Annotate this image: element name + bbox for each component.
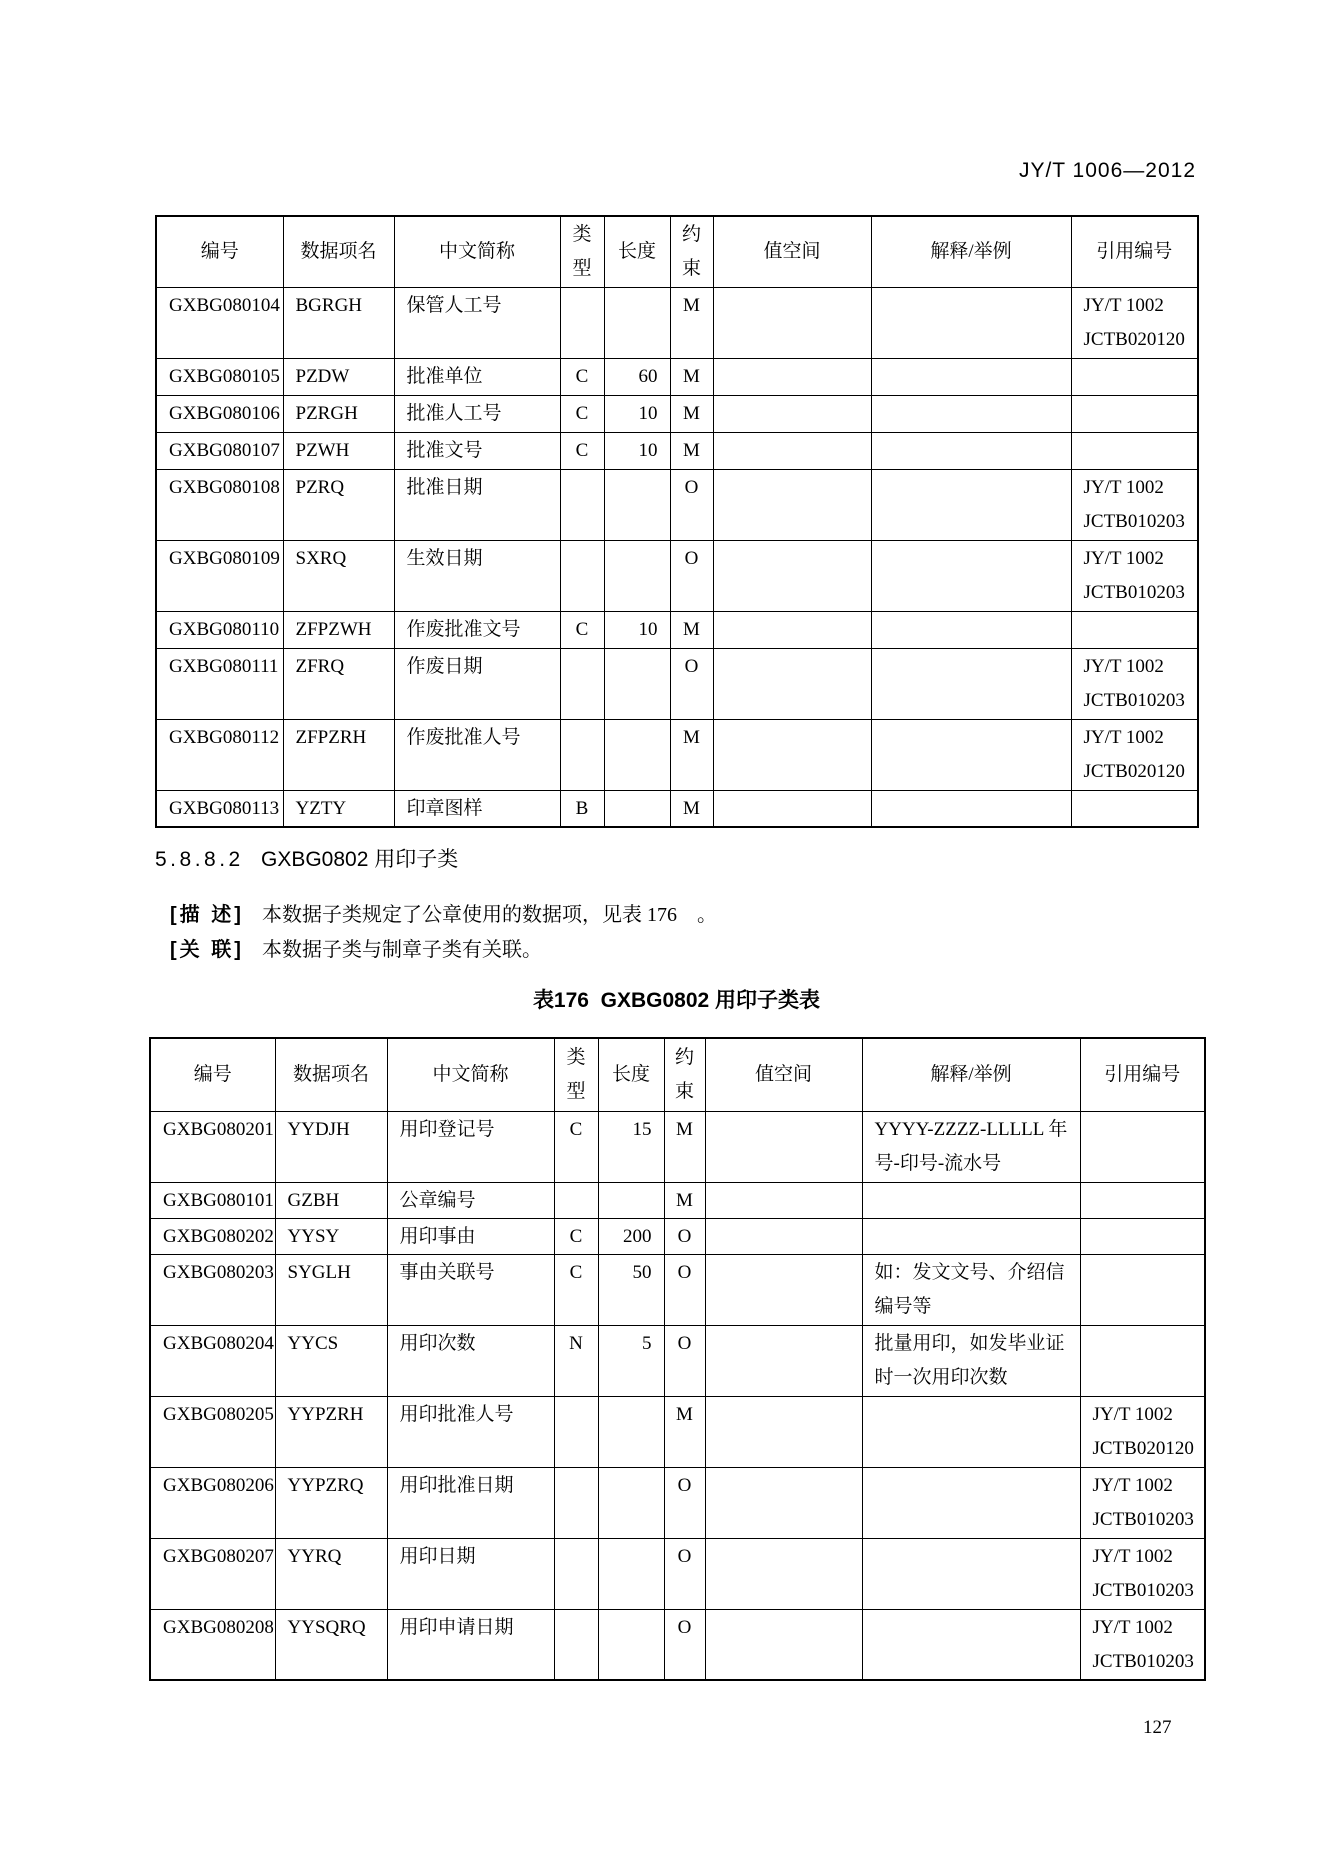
section-number: 5.8.8.2 [155, 848, 244, 871]
cell-reference [1080, 1254, 1205, 1325]
cell-reference: JY/T 1002 JCTB020120 [1071, 287, 1198, 358]
table-row [150, 1467, 1205, 1538]
cell-constraint: M [670, 358, 713, 395]
cell-reference: JY/T 1002 JCTB010203 [1071, 648, 1198, 719]
cell-type [554, 1396, 598, 1467]
description-line [170, 903, 717, 927]
cell-example [871, 432, 1071, 469]
cell-example [862, 1396, 1080, 1467]
cell-name: YYPZRQ [275, 1467, 387, 1538]
cell-abbr: 作废日期 [394, 648, 560, 719]
cell-name: ZFPZWH [283, 611, 394, 648]
table-row [156, 790, 1198, 827]
table-row [156, 287, 1198, 358]
cell-type: N [554, 1325, 598, 1396]
cell-length [604, 469, 670, 540]
cell-length [604, 790, 670, 827]
cell-example [871, 790, 1071, 827]
cell-type: C [560, 432, 604, 469]
cell-example: YYYY-ZZZZ-LLLLL 年 号-印号-流水号 [862, 1111, 1080, 1182]
cell-name: BGRGH [283, 287, 394, 358]
cell-code: GXBG080201 [150, 1111, 275, 1182]
cell-abbr: 批准文号 [394, 432, 560, 469]
table-row [150, 1254, 1205, 1325]
cell-abbr: 印章图样 [394, 790, 560, 827]
cell-constraint: M [664, 1396, 705, 1467]
cell-value-space [713, 395, 871, 432]
cell-code: GXBG080112 [156, 719, 283, 790]
column-header-length: 长度 [604, 216, 670, 287]
cell-code: GXBG080203 [150, 1254, 275, 1325]
cell-name: SXRQ [283, 540, 394, 611]
cell-abbr: 作废批准文号 [394, 611, 560, 648]
relation-line [170, 938, 542, 962]
column-header-constraint: 约 束 [670, 216, 713, 287]
cell-name: ZFRQ [283, 648, 394, 719]
cell-type: C [560, 611, 604, 648]
cell-length [598, 1396, 664, 1467]
cell-constraint: O [664, 1467, 705, 1538]
cell-length [604, 648, 670, 719]
cell-abbr: 用印批准日期 [387, 1467, 554, 1538]
cell-length [604, 540, 670, 611]
column-header-abbr: 中文简称 [387, 1038, 554, 1111]
cell-name: PZRGH [283, 395, 394, 432]
cell-abbr: 公章编号 [387, 1182, 554, 1218]
cell-abbr: 事由关联号 [387, 1254, 554, 1325]
cell-name: YYSQRQ [275, 1609, 387, 1680]
cell-length: 60 [604, 358, 670, 395]
table-row [150, 1325, 1205, 1396]
cell-constraint: O [670, 540, 713, 611]
cell-constraint: O [670, 469, 713, 540]
cell-abbr: 批准人工号 [394, 395, 560, 432]
column-header-value-space: 值空间 [705, 1038, 862, 1111]
cell-code: GXBG080110 [156, 611, 283, 648]
cell-reference [1071, 611, 1198, 648]
cell-length: 10 [604, 432, 670, 469]
cell-type [560, 648, 604, 719]
cell-value-space [705, 1538, 862, 1609]
cell-example [871, 648, 1071, 719]
cell-code: GXBG080106 [156, 395, 283, 432]
cell-reference: JY/T 1002 JCTB020120 [1080, 1396, 1205, 1467]
relation-text: 本数据子类与制章子类有关联。 [262, 939, 542, 961]
cell-value-space [713, 790, 871, 827]
table-row [156, 358, 1198, 395]
table-row [150, 1111, 1205, 1182]
column-header-code: 编号 [150, 1038, 275, 1111]
cell-reference: JY/T 1002 JCTB010203 [1071, 469, 1198, 540]
cell-example [871, 287, 1071, 358]
cell-name: YYPZRH [275, 1396, 387, 1467]
cell-reference [1071, 358, 1198, 395]
cell-length [604, 719, 670, 790]
cell-value-space [705, 1467, 862, 1538]
table-row [150, 1538, 1205, 1609]
cell-length: 50 [598, 1254, 664, 1325]
table-header-row [150, 1038, 1205, 1111]
cell-type: C [554, 1111, 598, 1182]
cell-example [871, 358, 1071, 395]
cell-type [560, 287, 604, 358]
cell-name: SYGLH [275, 1254, 387, 1325]
cell-code: GXBG080206 [150, 1467, 275, 1538]
section-heading [155, 848, 458, 872]
cell-reference [1071, 432, 1198, 469]
cell-example [871, 469, 1071, 540]
cell-length [604, 287, 670, 358]
standard-code: JY/T 1006—2012 [1018, 159, 1196, 182]
column-header-example: 解释/举例 [862, 1038, 1080, 1111]
cell-constraint: M [670, 719, 713, 790]
cell-reference [1080, 1111, 1205, 1182]
cell-length: 5 [598, 1325, 664, 1396]
cell-code: GXBG080205 [150, 1396, 275, 1467]
cell-value-space [705, 1218, 862, 1254]
cell-value-space [713, 432, 871, 469]
cell-type [554, 1538, 598, 1609]
cell-abbr: 用印批准人号 [387, 1396, 554, 1467]
cell-name: PZRQ [283, 469, 394, 540]
cell-abbr: 作废批准人号 [394, 719, 560, 790]
cell-code: GXBG080109 [156, 540, 283, 611]
cell-reference [1071, 790, 1198, 827]
cell-value-space [713, 611, 871, 648]
cell-type [560, 469, 604, 540]
cell-constraint: M [670, 790, 713, 827]
cell-example [862, 1182, 1080, 1218]
cell-abbr: 用印登记号 [387, 1111, 554, 1182]
description-label: [描 述] [170, 904, 244, 926]
cell-name: YYDJH [275, 1111, 387, 1182]
column-header-abbr: 中文简称 [394, 216, 560, 287]
table-caption: 表176 GXBG0802 用印子类表 [532, 989, 821, 1012]
cell-reference [1080, 1182, 1205, 1218]
cell-reference [1080, 1325, 1205, 1396]
cell-code: GXBG080105 [156, 358, 283, 395]
table-row [156, 469, 1198, 540]
page-number: 127 [1143, 1717, 1172, 1738]
cell-reference [1071, 395, 1198, 432]
cell-code: GXBG080107 [156, 432, 283, 469]
cell-type [554, 1182, 598, 1218]
table-row [150, 1396, 1205, 1467]
cell-type: B [560, 790, 604, 827]
cell-abbr: 用印事由 [387, 1218, 554, 1254]
column-header-value-space: 值空间 [713, 216, 871, 287]
cell-length: 200 [598, 1218, 664, 1254]
cell-name: ZFPZRH [283, 719, 394, 790]
cell-abbr: 保管人工号 [394, 287, 560, 358]
cell-length [598, 1467, 664, 1538]
cell-constraint: O [664, 1325, 705, 1396]
cell-name: YZTY [283, 790, 394, 827]
cell-reference: JY/T 1002 JCTB010203 [1080, 1538, 1205, 1609]
section-title: GXBG0802 用印子类 [261, 848, 459, 871]
cell-value-space [705, 1111, 862, 1182]
cell-constraint: O [664, 1218, 705, 1254]
column-header-type: 类 型 [554, 1038, 598, 1111]
cell-type [554, 1609, 598, 1680]
cell-value-space [705, 1254, 862, 1325]
cell-name: GZBH [275, 1182, 387, 1218]
cell-type [560, 540, 604, 611]
cell-type: C [560, 358, 604, 395]
cell-reference [1080, 1218, 1205, 1254]
column-header-length: 长度 [598, 1038, 664, 1111]
cell-type: C [560, 395, 604, 432]
cell-length: 15 [598, 1111, 664, 1182]
cell-name: PZWH [283, 432, 394, 469]
cell-value-space [713, 287, 871, 358]
cell-abbr: 批准单位 [394, 358, 560, 395]
table-row [156, 540, 1198, 611]
cell-length: 10 [604, 395, 670, 432]
table-row [156, 395, 1198, 432]
cell-code: GXBG080208 [150, 1609, 275, 1680]
cell-length [598, 1182, 664, 1218]
cell-value-space [713, 469, 871, 540]
column-header-reference: 引用编号 [1071, 216, 1198, 287]
cell-value-space [705, 1182, 862, 1218]
cell-reference: JY/T 1002 JCTB010203 [1080, 1609, 1205, 1680]
cell-example [862, 1538, 1080, 1609]
table-row [150, 1218, 1205, 1254]
cell-value-space [713, 719, 871, 790]
cell-constraint: M [664, 1182, 705, 1218]
column-header-constraint: 约 束 [664, 1038, 705, 1111]
cell-example: 如：发文文号、介绍信 编号等 [862, 1254, 1080, 1325]
cell-constraint: O [664, 1609, 705, 1680]
cell-abbr: 生效日期 [394, 540, 560, 611]
cell-constraint: O [664, 1538, 705, 1609]
cell-example [871, 611, 1071, 648]
cell-example: 批量用印，如发毕业证 时一次用印次数 [862, 1325, 1080, 1396]
cell-code: GXBG080111 [156, 648, 283, 719]
column-header-example: 解释/举例 [871, 216, 1071, 287]
cell-constraint: M [670, 432, 713, 469]
cell-length [598, 1609, 664, 1680]
cell-example [871, 540, 1071, 611]
cell-reference: JY/T 1002 JCTB020120 [1071, 719, 1198, 790]
cell-value-space [713, 358, 871, 395]
cell-example [862, 1609, 1080, 1680]
cell-length [598, 1538, 664, 1609]
table-row [156, 611, 1198, 648]
table-row [150, 1609, 1205, 1680]
cell-type: C [554, 1218, 598, 1254]
cell-code: GXBG080104 [156, 287, 283, 358]
cell-constraint: O [664, 1254, 705, 1325]
cell-type: C [554, 1254, 598, 1325]
cell-length: 10 [604, 611, 670, 648]
cell-abbr: 用印申请日期 [387, 1609, 554, 1680]
column-header-code: 编号 [156, 216, 283, 287]
cell-value-space [713, 540, 871, 611]
column-header-name: 数据项名 [283, 216, 394, 287]
cell-name: YYCS [275, 1325, 387, 1396]
description-text: 本数据子类规定了公章使用的数据项，见表 176 。 [262, 904, 717, 926]
cell-code: GXBG080207 [150, 1538, 275, 1609]
cell-constraint: M [670, 287, 713, 358]
cell-type [560, 719, 604, 790]
table-row [150, 1182, 1205, 1218]
table-row [156, 648, 1198, 719]
cell-value-space [705, 1396, 862, 1467]
cell-code: GXBG080202 [150, 1218, 275, 1254]
cell-example [862, 1467, 1080, 1538]
cell-constraint: O [670, 648, 713, 719]
cell-example [862, 1218, 1080, 1254]
cell-code: GXBG080108 [156, 469, 283, 540]
cell-reference: JY/T 1002 JCTB010203 [1080, 1467, 1205, 1538]
table-row [156, 432, 1198, 469]
cell-name: YYRQ [275, 1538, 387, 1609]
cell-abbr: 批准日期 [394, 469, 560, 540]
cell-example [871, 719, 1071, 790]
cell-example [871, 395, 1071, 432]
data-item-table-continued [155, 215, 1199, 828]
cell-name: YYSY [275, 1218, 387, 1254]
column-header-name: 数据项名 [275, 1038, 387, 1111]
table-header-row [156, 216, 1198, 287]
cell-code: GXBG080113 [156, 790, 283, 827]
cell-constraint: M [670, 395, 713, 432]
column-header-reference: 引用编号 [1080, 1038, 1205, 1111]
cell-code: GXBG080204 [150, 1325, 275, 1396]
cell-abbr: 用印日期 [387, 1538, 554, 1609]
cell-type [554, 1467, 598, 1538]
column-header-type: 类 型 [560, 216, 604, 287]
cell-abbr: 用印次数 [387, 1325, 554, 1396]
cell-reference: JY/T 1002 JCTB010203 [1071, 540, 1198, 611]
cell-constraint: M [670, 611, 713, 648]
table-row [156, 719, 1198, 790]
relation-label: [关 联] [170, 939, 244, 961]
data-item-table-176 [149, 1037, 1206, 1681]
cell-name: PZDW [283, 358, 394, 395]
cell-code: GXBG080101 [150, 1182, 275, 1218]
cell-constraint: M [664, 1111, 705, 1182]
cell-value-space [713, 648, 871, 719]
cell-value-space [705, 1609, 862, 1680]
cell-value-space [705, 1325, 862, 1396]
